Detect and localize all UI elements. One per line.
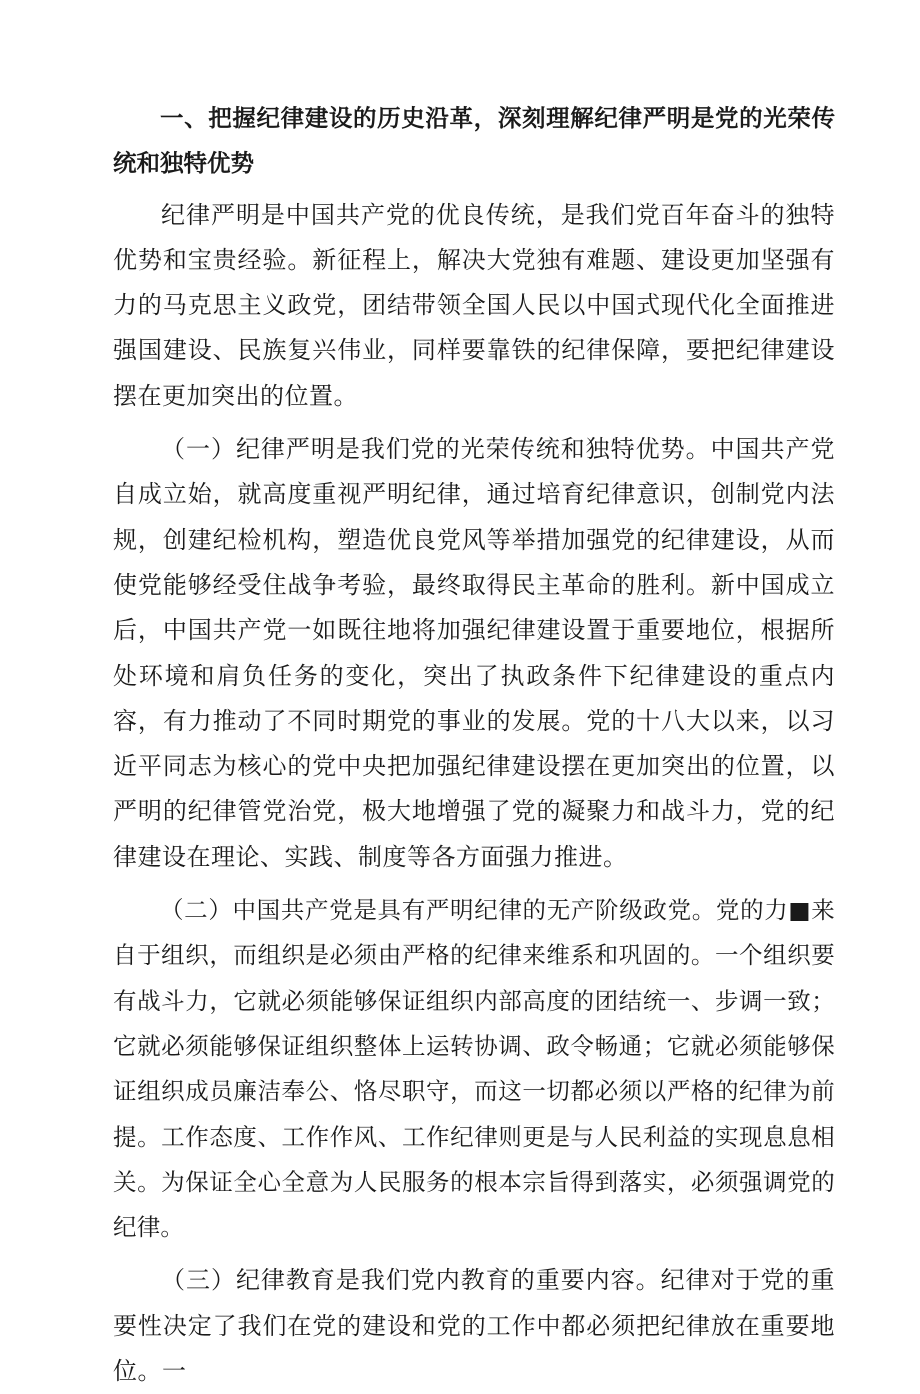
paragraph-intro: 纪律严明是中国共产党的优良传统，是我们党百年奋斗的独特优势和宝贵经验。新征程上，解决大党独有难题、建设更加坚强有力的马克思主义政党，团结带领全国人民以中国式现代化全面推进强国建设、民族复兴伟业，同样要靠铁的纪律保障，要把纪律建设摆在更加突出的位置。 — [113, 200, 835, 410]
paragraph-subsection-3: （三）纪律教育是我们党内教育的重要内容。纪律对于党的重要性决定了我们在党的建设和党的工作中都必须把纪律放在重要地位。一 — [113, 1266, 835, 1386]
document-body — [113, 96, 835, 1394]
section-heading: 一、把握纪律建设的历史沿革，深刻理解纪律严明是党的光荣传统和独特优势 — [113, 104, 835, 178]
paragraph-subsection-2: （二）中国共产党是具有严明纪律的无产阶级政党。党的力■来自于组织，而组织是必须由严格的纪律来维系和巩固的。一个组织要有战斗力，它就必须能够保证组织内部高度的团结统一、步调一致；它就必须能够保证组织整体上运转协调、政令畅通；它就必须能够保证组织成员廉洁奉公、恪尽职守，而这一切都必须以严格的纪律为前提。工作态度、工作作风、工作纪律则更是与人民利益的实现息息相关。为保证全心全意为人民服务的根本宗旨得到落实，必须强调党的纪律。 — [113, 896, 835, 1242]
paragraph-subsection-1: （一）纪律严明是我们党的光荣传统和独特优势。中国共产党自成立始，就高度重视严明纪律，通过培育纪律意识，创制党内法规，创建纪检机构，塑造优良党风等举措加强党的纪律建设，从而使党能够经受住战争考验，最终取得民主革命的胜利。新中国成立后，中国共产党一如既往地将加强纪律建设置于重要地位，根据所处环境和肩负任务的变化，突出了执政条件下纪律建设的重点内容，有力推动了不同时期党的事业的发展。党的十八大以来，以习近平同志为核心的党中央把加强纪律建设摆在更加突出的位置，以严明的纪律管党治党，极大地增强了党的凝聚力和战斗力，党的纪律建设在理论、实践、制度等各方面强力推进。 — [113, 435, 835, 871]
